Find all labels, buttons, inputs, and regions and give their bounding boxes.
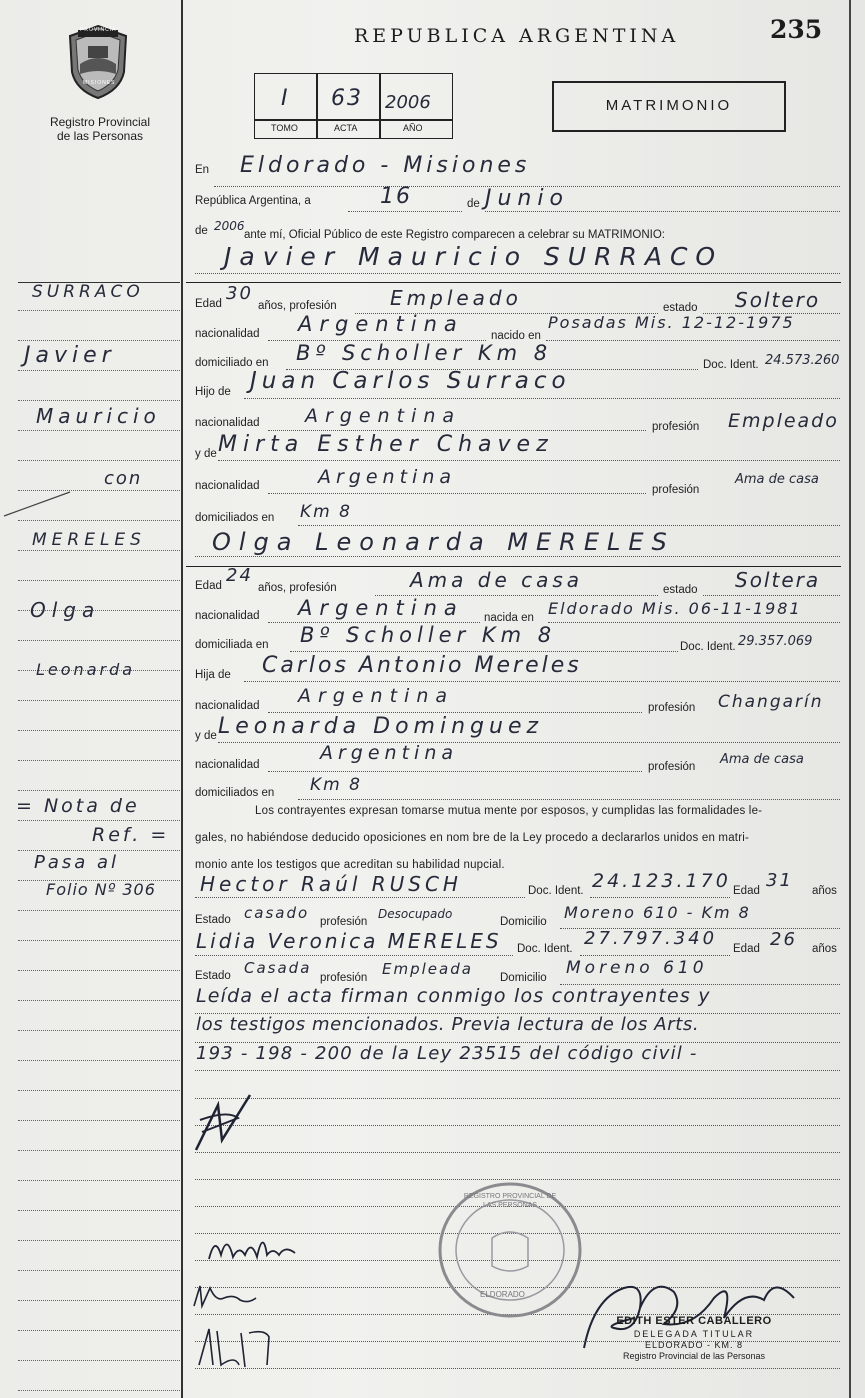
witness1-anos-label: años — [812, 885, 837, 897]
bride-signature — [205, 1225, 300, 1270]
provincial-seal — [66, 24, 130, 100]
declaration-line-2: gales, no habiéndose deducido oposiciones en nom bre de la Ley procedo a declararlos unidos en matri- — [195, 832, 750, 844]
closing-line-2: los testigos mencionados. Previa lectura de los Arts. — [196, 1014, 700, 1035]
bride-birth: Eldorado Mis. 06-11-1981 — [548, 599, 802, 618]
signature-ruled-line — [195, 1125, 840, 1126]
bride-rule — [186, 566, 841, 567]
margin-ruled-line — [18, 1210, 180, 1211]
groom-status: Soltero — [735, 288, 821, 312]
groom-address: Bº Scholler Km 8 — [296, 341, 553, 365]
witness1-address: Moreno 610 - Km 8 — [564, 903, 751, 922]
witness1-age: 31 — [766, 870, 793, 891]
en-label: En — [195, 164, 210, 176]
margin-note-1: = Nota de — [16, 795, 140, 817]
margin-ruled-line — [18, 1180, 180, 1181]
margin-ruled-line — [18, 730, 180, 731]
margin-ruled-line — [18, 1090, 180, 1091]
margin-stroke — [2, 488, 72, 518]
bride-mother-profession: Ama de casa — [720, 752, 804, 767]
bride-father-prof-label: profesión — [648, 702, 696, 714]
witness1-doc: 24.123.170 — [592, 870, 731, 892]
margin-ruled-line — [18, 460, 180, 461]
witness1-status: casado — [244, 904, 310, 922]
groom-doc-label: Doc. Ident. — [703, 359, 759, 371]
right-edge-rule — [849, 0, 851, 1398]
witness2-profession: Empleada — [382, 960, 473, 978]
bride-hija-label: Hija de — [195, 669, 231, 681]
margin-name-1: Javier — [24, 343, 116, 368]
place-value: Eldorado - Misiones — [240, 153, 531, 178]
margin-ruled-line — [18, 1240, 180, 1241]
groom-nacido-label: nacido en — [491, 330, 541, 342]
declaration-line-3: monio ante los testigos que acreditan su habilidad nupcial. — [195, 859, 505, 871]
witness1-profesion-label: profesión — [320, 916, 368, 928]
ano-label: AÑO — [403, 123, 423, 133]
bride-father-nationality: Argentina — [298, 685, 455, 707]
bride-profession: Ama de casa — [410, 568, 584, 592]
bride-estado-label: estado — [663, 584, 698, 596]
margin-note-2: Ref. = — [92, 824, 170, 846]
official-stamp — [594, 1315, 794, 1361]
groom-nacionalidad-label: nacionalidad — [195, 328, 260, 340]
republica-label: República Argentina, a — [195, 195, 311, 207]
margin-ruled-line — [18, 1120, 180, 1121]
groom-rule — [186, 282, 841, 283]
de-label: de — [467, 198, 480, 210]
witness2-age: 26 — [770, 929, 797, 950]
bride-mother-nat-label: nacionalidad — [195, 759, 260, 771]
margin-ruled-line — [18, 1030, 180, 1031]
tomo-value: I — [281, 86, 290, 111]
bride-mother: Leonarda Dominguez — [218, 714, 544, 739]
groom-birth: Posadas Mis. 12-12-1975 — [548, 313, 795, 332]
groom-mother-prof-label: profesión — [652, 484, 700, 496]
page-number: 235 — [770, 15, 823, 44]
witness-signature — [195, 1325, 275, 1370]
groom-father-nat-label: nacionalidad — [195, 417, 260, 429]
bride-nationality: Argentina — [298, 596, 464, 620]
margin-ruled-line — [18, 760, 180, 761]
day-value: 16 — [380, 184, 412, 209]
witness2-anos-label: años — [812, 943, 837, 955]
groom-domiciliado-label: domiciliado en — [195, 357, 269, 369]
official-name: EDITH ESTER CABALLERO — [616, 1315, 772, 1327]
margin-name-3: Olga — [30, 598, 101, 622]
bride-father: Carlos Antonio Mereles — [262, 653, 582, 678]
margin-name-4: Leonarda — [36, 660, 136, 679]
margin-ruled-line — [18, 820, 180, 821]
groom-profession: Empleado — [390, 286, 522, 310]
margin-ruled-line — [18, 1360, 180, 1361]
bride-nacida-label: nacida en — [484, 612, 534, 624]
seal-top-text: PROVINCIA — [80, 27, 117, 33]
margin-ruled-line — [18, 580, 180, 581]
bride-anos-profesion-label: años, profesión — [258, 582, 337, 594]
margin-ruled-line — [18, 370, 180, 371]
acta-label: ACTA — [334, 123, 358, 133]
groom-mother-nat-label: nacionalidad — [195, 480, 260, 492]
bride-mother-prof-label: profesión — [648, 761, 696, 773]
margin-ruled-line — [18, 1270, 180, 1271]
signature-ruled-line — [195, 1368, 840, 1369]
seal-bottom-text: MISIONES — [83, 80, 116, 86]
bride-doc-label: Doc. Ident. — [680, 641, 736, 653]
groom-father: Juan Carlos Surraco — [250, 368, 571, 394]
declaration-line-1: Los contrayentes expresan tomarse mutua mente por esposos, y cumplidas las formalidades le- — [255, 805, 763, 817]
closing-line-1: Leída el acta firman conmigo los contrayentes y — [196, 985, 711, 1007]
groom-anos-profesion-label: años, profesión — [258, 300, 337, 312]
margin-ruled-line — [18, 940, 180, 941]
acta-value: 63 — [331, 86, 363, 111]
margin-ruled-line — [18, 1150, 180, 1151]
stamp-text: REGISTRO PROVINCIAL DE LAS PERSONAS — [463, 1193, 557, 1209]
official-place: ELDORADO - KM. 8 — [644, 1340, 743, 1350]
groom-domiciliados-label: domiciliados en — [195, 512, 275, 524]
groom-estado-label: estado — [663, 302, 698, 314]
bride-domiciliados-label: domiciliados en — [195, 787, 275, 799]
margin-ruled-line — [18, 970, 180, 971]
month-value: Junio — [485, 186, 569, 211]
officer-signature — [188, 1090, 258, 1160]
stamp-bottom-text: ELDORADO — [480, 1290, 525, 1299]
margin-name-2: Mauricio — [36, 404, 161, 428]
registry-line-2: de las Personas — [56, 129, 144, 143]
groom-parents-address: Km 8 — [300, 502, 352, 522]
year-prefix: de — [195, 225, 208, 237]
margin-ruled-line — [18, 430, 180, 431]
margin-ruled-line — [18, 790, 180, 791]
signature-ruled-line — [195, 1098, 840, 1099]
witness2-domicilio-label: Domicilio — [500, 972, 547, 984]
bride-age: 24 — [226, 565, 253, 586]
reference-box — [254, 73, 453, 139]
groom-signature — [190, 1282, 260, 1312]
margin-ruled-line — [18, 520, 180, 521]
witness2-estado-label: Estado — [195, 970, 231, 982]
registry-stamp — [436, 1180, 584, 1320]
record-type-box — [552, 81, 786, 132]
registry-line-1: Registro Provincial — [49, 115, 151, 129]
witness2-doc-label: Doc. Ident. — [517, 943, 573, 955]
groom-father-profession: Empleado — [728, 410, 839, 432]
witness1-edad-label: Edad — [733, 885, 760, 897]
groom-full-name: Javier Mauricio SURRACO — [224, 242, 724, 271]
margin-ruled-line — [18, 850, 180, 851]
witness1-doc-label: Doc. Ident. — [528, 885, 584, 897]
groom-mother-profession: Ama de casa — [735, 472, 819, 487]
groom-doc: 24.573.260 — [765, 353, 840, 368]
bride-edad-label: Edad — [195, 580, 222, 592]
margin-surname-groom: SURRACO — [32, 282, 144, 302]
bride-full-name: Olga Leonarda MERELES — [212, 528, 675, 556]
bride-address: Bº Scholler Km 8 — [300, 623, 557, 647]
bride-father-nat-label: nacionalidad — [195, 700, 260, 712]
witness1-estado-label: Estado — [195, 914, 231, 926]
margin-ruled-line — [18, 640, 180, 641]
margin-ruled-line — [18, 310, 180, 311]
official-registry: Registro Provincial de las Personas — [622, 1351, 766, 1361]
margin-ruled-line — [18, 1300, 180, 1301]
groom-y-de-label: y de — [195, 448, 217, 460]
bride-status: Soltera — [735, 568, 821, 592]
groom-mother: Mirta Esther Chavez — [218, 432, 554, 457]
witness2-name: Lidia Veronica MERELES — [196, 929, 502, 953]
groom-mother-nationality: Argentina — [318, 466, 457, 488]
margin-ruled-line — [18, 700, 180, 701]
margin-note-3: Pasa al — [34, 852, 120, 873]
margin-ruled-line — [18, 1390, 180, 1391]
margin-ruled-line — [18, 340, 180, 341]
record-type-label: MATRIMONIO — [605, 97, 733, 114]
groom-edad-label: Edad — [195, 298, 222, 310]
groom-hijo-label: Hijo de — [195, 386, 231, 398]
country-heading: REPUBLICA ARGENTINA — [354, 25, 680, 47]
ano-value: 2006 — [385, 92, 431, 113]
groom-father-nationality: Argentina — [305, 405, 462, 427]
margin-ruled-line — [18, 550, 180, 551]
bride-nacionalidad-label: nacionalidad — [195, 610, 260, 622]
groom-age: 30 — [226, 283, 253, 304]
registry-name — [20, 115, 180, 143]
witness1-profession: Desocupado — [378, 907, 453, 921]
margin-note-4: Folio Nº 306 — [46, 880, 156, 899]
margin-con: con — [104, 468, 143, 489]
margin-ruled-line — [18, 1060, 180, 1061]
official-title: DELEGADA TITULAR — [633, 1329, 755, 1339]
bride-domiciliada-label: domiciliada en — [195, 639, 269, 651]
witness2-profesion-label: profesión — [320, 972, 368, 984]
left-column-rule — [181, 0, 183, 1398]
margin-ruled-line — [18, 400, 180, 401]
bride-father-profession: Changarín — [718, 692, 824, 712]
margin-surname-bride: MERELES — [32, 530, 146, 550]
witness1-domicilio-label: Domicilio — [500, 916, 547, 928]
bride-doc: 29.357.069 — [738, 634, 813, 649]
year-value: 2006 — [214, 219, 245, 233]
bride-parents-address: Km 8 — [310, 775, 362, 795]
witness2-edad-label: Edad — [733, 943, 760, 955]
witness2-address: Moreno 610 — [566, 958, 708, 978]
closing-line-3: 193 - 198 - 200 de la Ley 23515 del código civil - — [196, 1043, 698, 1064]
groom-father-prof-label: profesión — [652, 421, 700, 433]
intro-statement: ante mí, Oficial Público de este Registro comparecen a celebrar su MATRIMONIO: — [244, 229, 665, 241]
witness2-doc: 27.797.340 — [584, 928, 718, 949]
margin-ruled-line — [18, 1330, 180, 1331]
witness2-status: Casada — [244, 959, 312, 977]
signature-ruled-line — [195, 1152, 840, 1153]
bride-mother-nationality: Argentina — [320, 742, 459, 764]
groom-nationality: Argentina — [298, 312, 464, 336]
witness1-name: Hector Raúl RUSCH — [200, 872, 462, 896]
bride-y-de-label: y de — [195, 730, 217, 742]
margin-ruled-line — [18, 1000, 180, 1001]
tomo-label: TOMO — [271, 123, 298, 133]
margin-ruled-line — [18, 910, 180, 911]
